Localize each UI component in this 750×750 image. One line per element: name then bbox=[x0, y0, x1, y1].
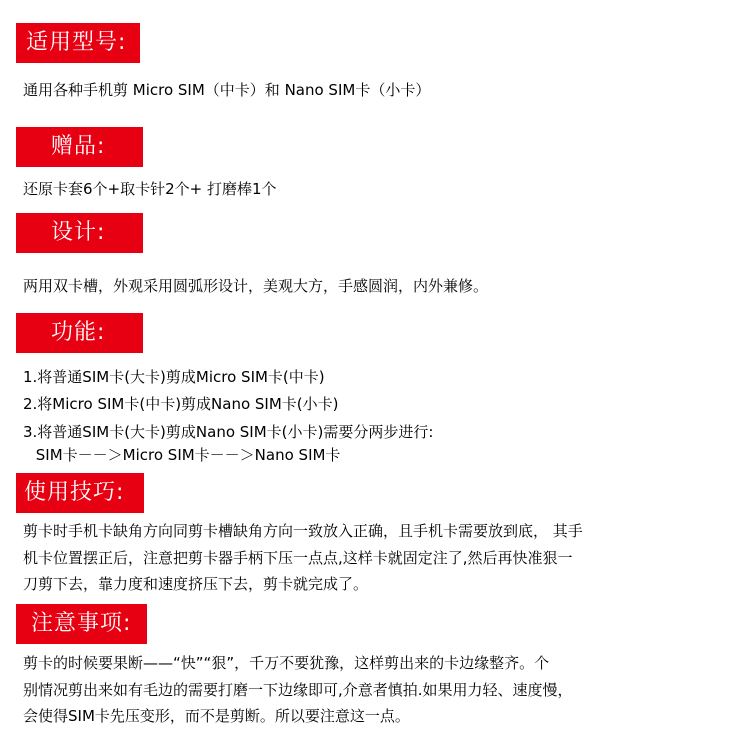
function-line-2: 2.将Micro SIM卡(中卡)剪成Nano SIM卡(小卡) bbox=[23, 395, 339, 413]
models-text: 通用各种手机剪 Micro SIM（中卡）和 Nano SIM卡（小卡） bbox=[23, 81, 431, 99]
section-heading-function: 功能: bbox=[16, 313, 143, 353]
section-heading-models: 适用型号: bbox=[16, 23, 140, 63]
usage-line-2: 机卡位置摆正后，注意把剪卡器手柄下压一点点,这样卡就固定注了,然后再快准狠一 bbox=[23, 548, 573, 567]
notes-line-3: 会使得SIM卡先压变形，而不是剪断。所以要注意这一点。 bbox=[23, 707, 410, 725]
notes-line-1: 剪卡的时候要果断——“快”“狠”，千万不要犹豫，这样剪出来的卡边缘整齐。个 bbox=[23, 654, 550, 672]
section-heading-usage: 使用技巧: bbox=[16, 473, 144, 513]
notes-line-2: 别情况剪出来如有毛边的需要打磨一下边缘即可,介意者慎拍.如果用力轻、速度慢， bbox=[23, 680, 573, 699]
gifts-text: 还原卡套6个+取卡针2个+ 打磨棒1个 bbox=[23, 180, 277, 198]
design-text: 两用双卡槽，外观采用圆弧形设计，美观大方，手感圆润，内外兼修。 bbox=[23, 277, 489, 295]
section-heading-notes: 注意事项: bbox=[16, 604, 147, 644]
section-heading-design: 设计: bbox=[16, 213, 143, 253]
usage-line-1: 剪卡时手机卡缺角方向同剪卡槽缺角方向一致放入正确，且手机卡需要放到底， 其手 bbox=[23, 522, 583, 540]
notes-paragraph bbox=[23, 650, 723, 730]
function-line-3: 3.将普通SIM卡(大卡)剪成Nano SIM卡(小卡)需要分两步进行: bbox=[23, 423, 434, 441]
usage-paragraph bbox=[23, 518, 723, 598]
section-heading-gifts: 赠品: bbox=[16, 127, 143, 167]
usage-line-3: 刀剪下去，靠力度和速度挤压下去，剪卡就完成了。 bbox=[23, 575, 369, 593]
function-line-4: SIM卡－－＞Micro SIM卡－－＞Nano SIM卡 bbox=[31, 446, 341, 464]
function-line-1: 1.将普通SIM卡(大卡)剪成Micro SIM卡(中卡) bbox=[23, 368, 325, 386]
